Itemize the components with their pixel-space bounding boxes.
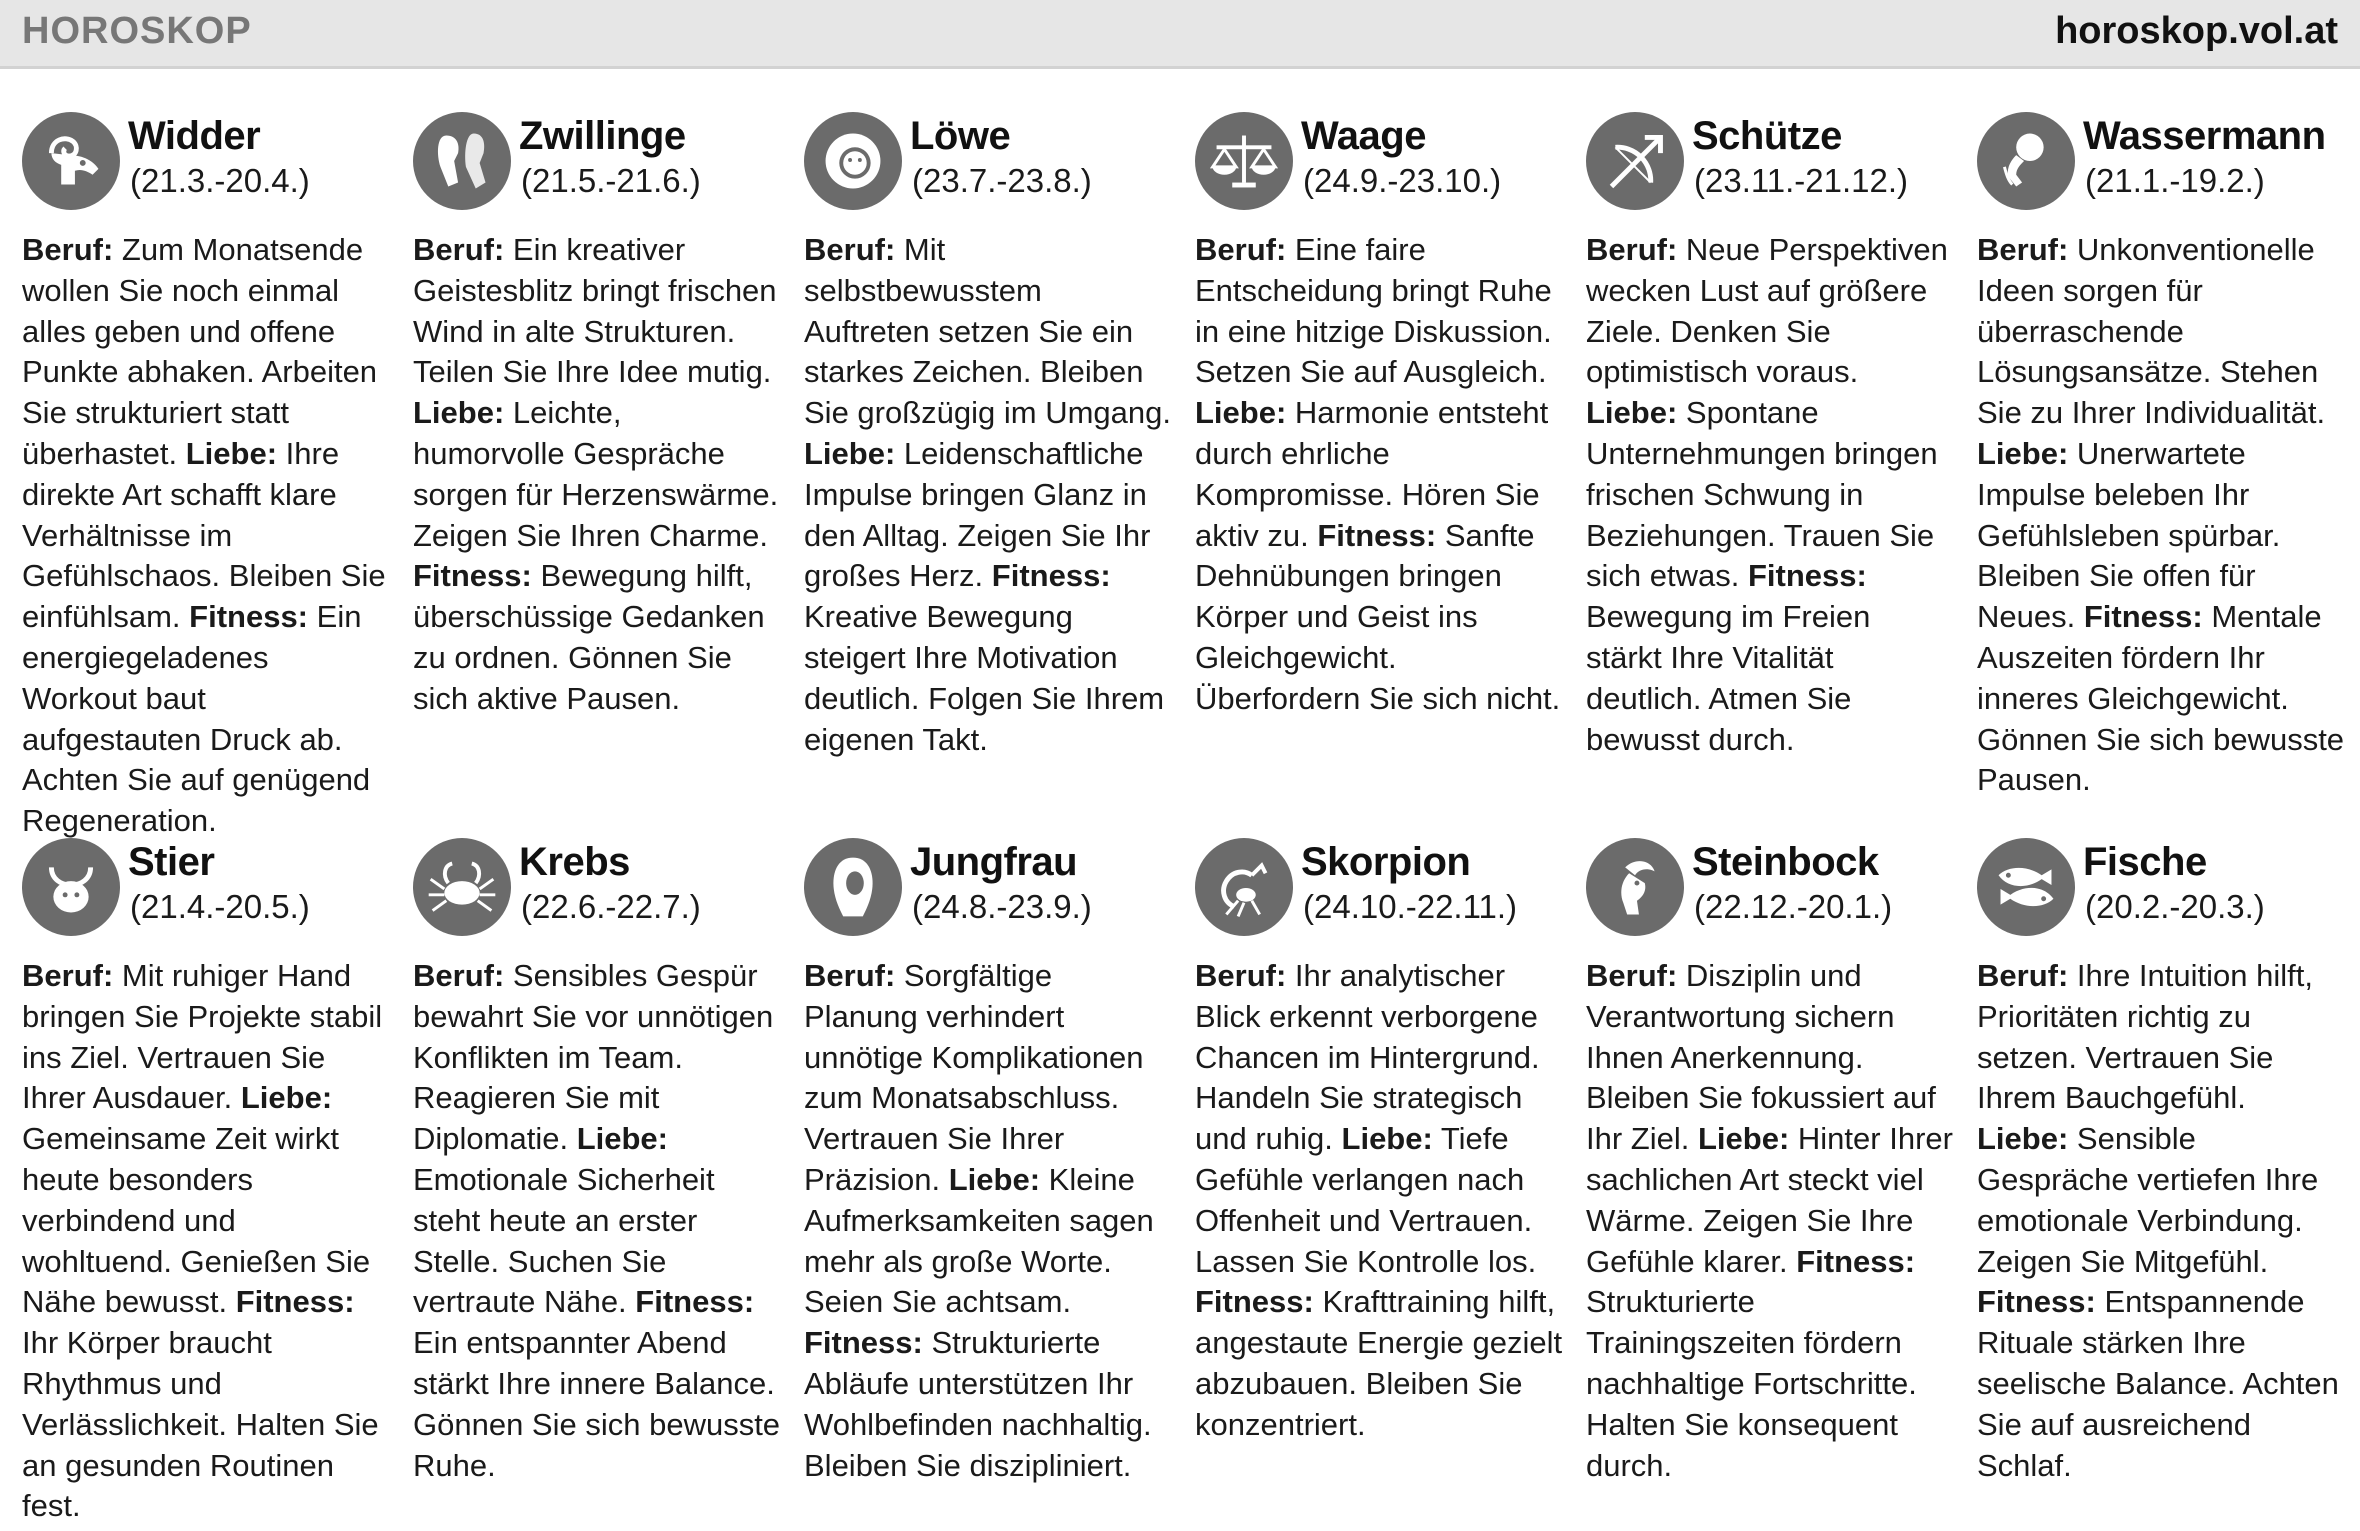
beruf-text: Ihr analytischer Blick erkennt verborgene Chancen im Hintergrund. Handeln Sie strategisch und ruhig. xyxy=(1195,958,1540,1157)
liebe-label: Liebe: xyxy=(1195,395,1287,431)
fitness-text: Krafttraining hilft, angestaute Energie gezielt abzubauen. Bleiben Sie konzentriert. xyxy=(1195,1284,1563,1442)
fitness-text: Strukturierte Trainingszeiten fördern nachhaltige Fortschritte. Halten Sie konsequent durch. xyxy=(1586,1284,1917,1483)
sign-name: Löwe xyxy=(910,114,1011,158)
liebe-text: Unerwartete Impulse beleben Ihr Gefühlsleben spürbar. Bleiben Sie offen für Neues. xyxy=(1977,435,2281,635)
fitness-text: Ihr Körper braucht Rhythmus und Verlässlichkeit. Halten Sie an gesunden Routinen fest. xyxy=(22,1325,379,1524)
fitness-text: Entspannende Rituale stärken Ihre seelische Balance. Achten Sie auf ausreichend Schlaf. xyxy=(1977,1284,2339,1483)
capricorn-goat-icon xyxy=(1586,838,1684,936)
sign-dates: (24.10.-22.11.) xyxy=(1303,888,1518,925)
beruf-label: Beruf: xyxy=(804,958,896,993)
beruf-label: Beruf: xyxy=(1586,232,1678,267)
aquarius-water-bearer-icon xyxy=(1977,112,2075,210)
beruf-label: Beruf: xyxy=(804,232,896,267)
sign-text xyxy=(1195,956,1563,1446)
fitness-text: Bewegung hilft, überschüssige Gedanken zu ordnen. Gönnen Sie sich aktive Pausen. xyxy=(413,558,765,716)
beruf-text: Sorgfältige Planung verhindert unnötige Komplikationen zum Monatsabschluss. Vertrauen Sie Ihrer Präzision. xyxy=(804,958,1144,1197)
liebe-text: Sensible Gespräche vertiefen Ihre emotionale Verbindung. Zeigen Sie Mitgefühl. xyxy=(1977,1121,2319,1279)
sagittarius-archer-icon xyxy=(1586,112,1684,210)
header-bar xyxy=(0,0,2360,69)
fitness-label: Fitness: xyxy=(1195,1284,1314,1320)
site-link[interactable]: horoskop.vol.at xyxy=(2055,10,2338,52)
beruf-text: Unkonventionelle Ideen sorgen für überraschende Lösungsansätze. Stehen Sie zu Ihrer Individualität. xyxy=(1977,232,2326,431)
liebe-text: Hinter Ihrer sachlichen Art steckt viel Wärme. Zeigen Sie Ihre Gefühle klarer. xyxy=(1586,1121,1953,1279)
liebe-text: Leidenschaftliche Impulse bringen Glanz in den Alltag. Zeigen Sie Ihr großes Herz. xyxy=(804,435,1151,594)
liebe-label: Liebe: xyxy=(1341,1121,1433,1157)
liebe-label: Liebe: xyxy=(948,1161,1041,1197)
sign-name: Wassermann xyxy=(2083,114,2326,158)
fitness-text: Ein energiegeladenes Workout baut aufgestauten Druck ab. Achten Sie auf genügend Regeneration. xyxy=(22,599,371,839)
beruf-text: Ein kreativer Geistesblitz bringt frischen Wind in alte Strukturen. Teilen Sie Ihre Idee mutig. xyxy=(413,232,777,390)
sign-text xyxy=(1586,230,1954,760)
beruf-label: Beruf: xyxy=(22,958,114,993)
sign-name: Waage xyxy=(1301,114,1426,158)
scorpio-scorpion-icon xyxy=(1195,838,1293,936)
beruf-text: Ihre Intuition hilft, Prioritäten richtig zu setzen. Vertrauen Sie Ihrem Bauchgefühl. xyxy=(1977,958,2313,1116)
sign-text xyxy=(22,230,390,842)
liebe-label: Liebe: xyxy=(1977,1121,2069,1157)
sign-name: Zwillinge xyxy=(519,114,686,158)
beruf-label: Beruf: xyxy=(1195,232,1287,267)
sign-dates: (20.2.-20.3.) xyxy=(2085,888,2265,925)
fitness-text: Bewegung im Freien stärkt Ihre Vitalität deutlich. Atmen Sie bewusst durch. xyxy=(1586,599,1871,757)
fitness-text: Kreative Bewegung steigert Ihre Motivation deutlich. Folgen Sie Ihrem eigenen Takt. xyxy=(804,599,1165,757)
fitness-text: Ein entspannter Abend stärkt Ihre innere Balance. Gönnen Sie sich bewusste Ruhe. xyxy=(413,1325,781,1483)
fitness-label: Fitness: xyxy=(235,1284,355,1320)
beruf-text: Mit selbstbewusstem Auftreten setzen Sie ein starkes Zeichen. Bleiben Sie großzügig im Umgang. xyxy=(804,232,1171,431)
beruf-label: Beruf: xyxy=(1977,232,2069,267)
beruf-label: Beruf: xyxy=(1195,958,1287,993)
sign-name: Krebs xyxy=(519,840,630,884)
sign-text xyxy=(1977,230,2345,801)
beruf-text: Neue Perspektiven wecken Lust auf größere Ziele. Denken Sie optimistisch voraus. xyxy=(1586,232,1948,390)
sign-dates: (21.1.-19.2.) xyxy=(2085,162,2265,199)
sign-text xyxy=(413,230,781,720)
liebe-text: Emotionale Sicherheit steht heute an erster Stelle. Suchen Sie vertraute Nähe. xyxy=(413,1161,715,1320)
sign-name: Widder xyxy=(128,114,261,158)
liebe-text: Leichte, humorvolle Gespräche sorgen für Herzenswärme. Zeigen Sie Ihren Charme. xyxy=(413,395,779,553)
fitness-label: Fitness: xyxy=(1317,517,1437,553)
aries-ram-icon xyxy=(22,112,120,210)
sign-name: Jungfrau xyxy=(910,840,1078,884)
beruf-label: Beruf: xyxy=(1977,958,2069,993)
liebe-label: Liebe: xyxy=(1697,1121,1790,1157)
sign-name: Skorpion xyxy=(1301,840,1471,884)
beruf-label: Beruf: xyxy=(413,232,505,267)
sign-name: Schütze xyxy=(1692,114,1842,158)
beruf-label: Beruf: xyxy=(22,232,114,267)
sign-text xyxy=(22,956,390,1527)
sign-dates: (22.6.-22.7.) xyxy=(521,888,701,925)
sign-text xyxy=(413,956,781,1486)
liebe-label: Liebe: xyxy=(1977,435,2069,471)
liebe-label: Liebe: xyxy=(804,435,896,471)
sign-dates: (21.3.-20.4.) xyxy=(130,162,310,199)
sign-name: Steinbock xyxy=(1692,840,1879,884)
virgo-maiden-icon xyxy=(804,838,902,936)
cancer-crab-icon xyxy=(413,838,511,936)
section-title: HOROSKOP xyxy=(22,10,252,52)
fitness-label: Fitness: xyxy=(991,558,1111,594)
liebe-text: Harmonie entsteht durch ehrliche Kompromisse. Hören Sie aktiv zu. xyxy=(1195,395,1549,553)
sign-dates: (24.8.-23.9.) xyxy=(912,888,1092,925)
liebe-text: Gemeinsame Zeit wirkt heute besonders verbindend und wohltuend. Genießen Sie Nähe bewusst. xyxy=(22,1121,371,1320)
liebe-label: Liebe: xyxy=(413,395,505,431)
sign-dates: (22.12.-20.1.) xyxy=(1694,888,1893,925)
sign-text xyxy=(1977,956,2345,1486)
fitness-label: Fitness: xyxy=(635,1284,755,1320)
leo-lion-icon xyxy=(804,112,902,210)
fitness-label: Fitness: xyxy=(1977,1284,2096,1320)
liebe-label: Liebe: xyxy=(1586,395,1678,431)
beruf-text: Zum Monatsende wollen Sie noch einmal alles geben und offene Punkte abhaken. Arbeiten Sie strukturiert statt überhastet. xyxy=(22,232,378,471)
fitness-label: Fitness: xyxy=(1747,558,1867,594)
liebe-text: Spontane Unternehmungen bringen frischen Schwung in Beziehungen. Trauen Sie sich etwas. xyxy=(1586,395,1938,594)
beruf-label: Beruf: xyxy=(413,958,505,993)
sign-name: Fische xyxy=(2083,840,2207,884)
sign-name: Stier xyxy=(128,840,215,884)
libra-scales-icon xyxy=(1195,112,1293,210)
fitness-text: Strukturierte Abläufe unterstützen Ihr Wohlbefinden nachhaltig. Bleiben Sie diszipliniert. xyxy=(804,1325,1152,1483)
beruf-text: Eine faire Entscheidung bringt Ruhe in eine hitzige Diskussion. Setzen Sie auf Ausgleich. xyxy=(1195,232,1552,390)
fitness-label: Fitness: xyxy=(189,599,309,635)
sign-text xyxy=(804,956,1172,1486)
fitness-label: Fitness: xyxy=(2083,599,2203,635)
fitness-label: Fitness: xyxy=(804,1325,923,1361)
sign-dates: (23.11.-21.12.) xyxy=(1694,162,1909,199)
liebe-label: Liebe: xyxy=(240,1080,333,1116)
sign-text xyxy=(1195,230,1563,720)
liebe-label: Liebe: xyxy=(576,1121,668,1157)
gemini-twins-icon xyxy=(413,112,511,210)
beruf-text: Sensibles Gespür bewahrt Sie vor unnötigen Konflikten im Team. Reagieren Sie mit Diplomatie. xyxy=(413,958,774,1157)
liebe-label: Liebe: xyxy=(185,435,278,471)
beruf-text: Disziplin und Verantwortung sichern Ihnen Anerkennung. Bleiben Sie fokussiert auf Ihr Ziel. xyxy=(1586,958,1936,1157)
sign-dates: (24.9.-23.10.) xyxy=(1303,162,1502,199)
sign-dates: (21.5.-21.6.) xyxy=(521,162,701,199)
pisces-fish-icon xyxy=(1977,838,2075,936)
beruf-label: Beruf: xyxy=(1586,958,1678,993)
fitness-text: Sanfte Dehnübungen bringen Körper und Geist ins Gleichgewicht. Überfordern Sie sich nicht. xyxy=(1195,517,1561,716)
taurus-bull-icon xyxy=(22,838,120,936)
liebe-text: Tiefe Gefühle verlangen nach Offenheit und Vertrauen. Lassen Sie Kontrolle los. xyxy=(1195,1121,1537,1279)
sign-dates: (21.4.-20.5.) xyxy=(130,888,310,925)
sign-dates: (23.7.-23.8.) xyxy=(912,162,1092,199)
sign-text xyxy=(804,230,1172,760)
sign-text xyxy=(1586,956,1954,1486)
fitness-label: Fitness: xyxy=(413,558,532,594)
liebe-text: Kleine Aufmerksamkeiten sagen mehr als große Worte. Seien Sie achtsam. xyxy=(804,1161,1154,1320)
beruf-text: Mit ruhiger Hand bringen Sie Projekte stabil ins Ziel. Vertrauen Sie Ihrer Ausdauer. xyxy=(22,958,383,1116)
fitness-text: Mentale Auszeiten fördern Ihr inneres Gleichgewicht. Gönnen Sie sich bewusste Pausen. xyxy=(1977,599,2345,798)
fitness-label: Fitness: xyxy=(1796,1243,1916,1279)
liebe-text: Ihre direkte Art schafft klare Verhältnisse im Gefühlschaos. Bleiben Sie einfühlsam. xyxy=(22,435,386,635)
